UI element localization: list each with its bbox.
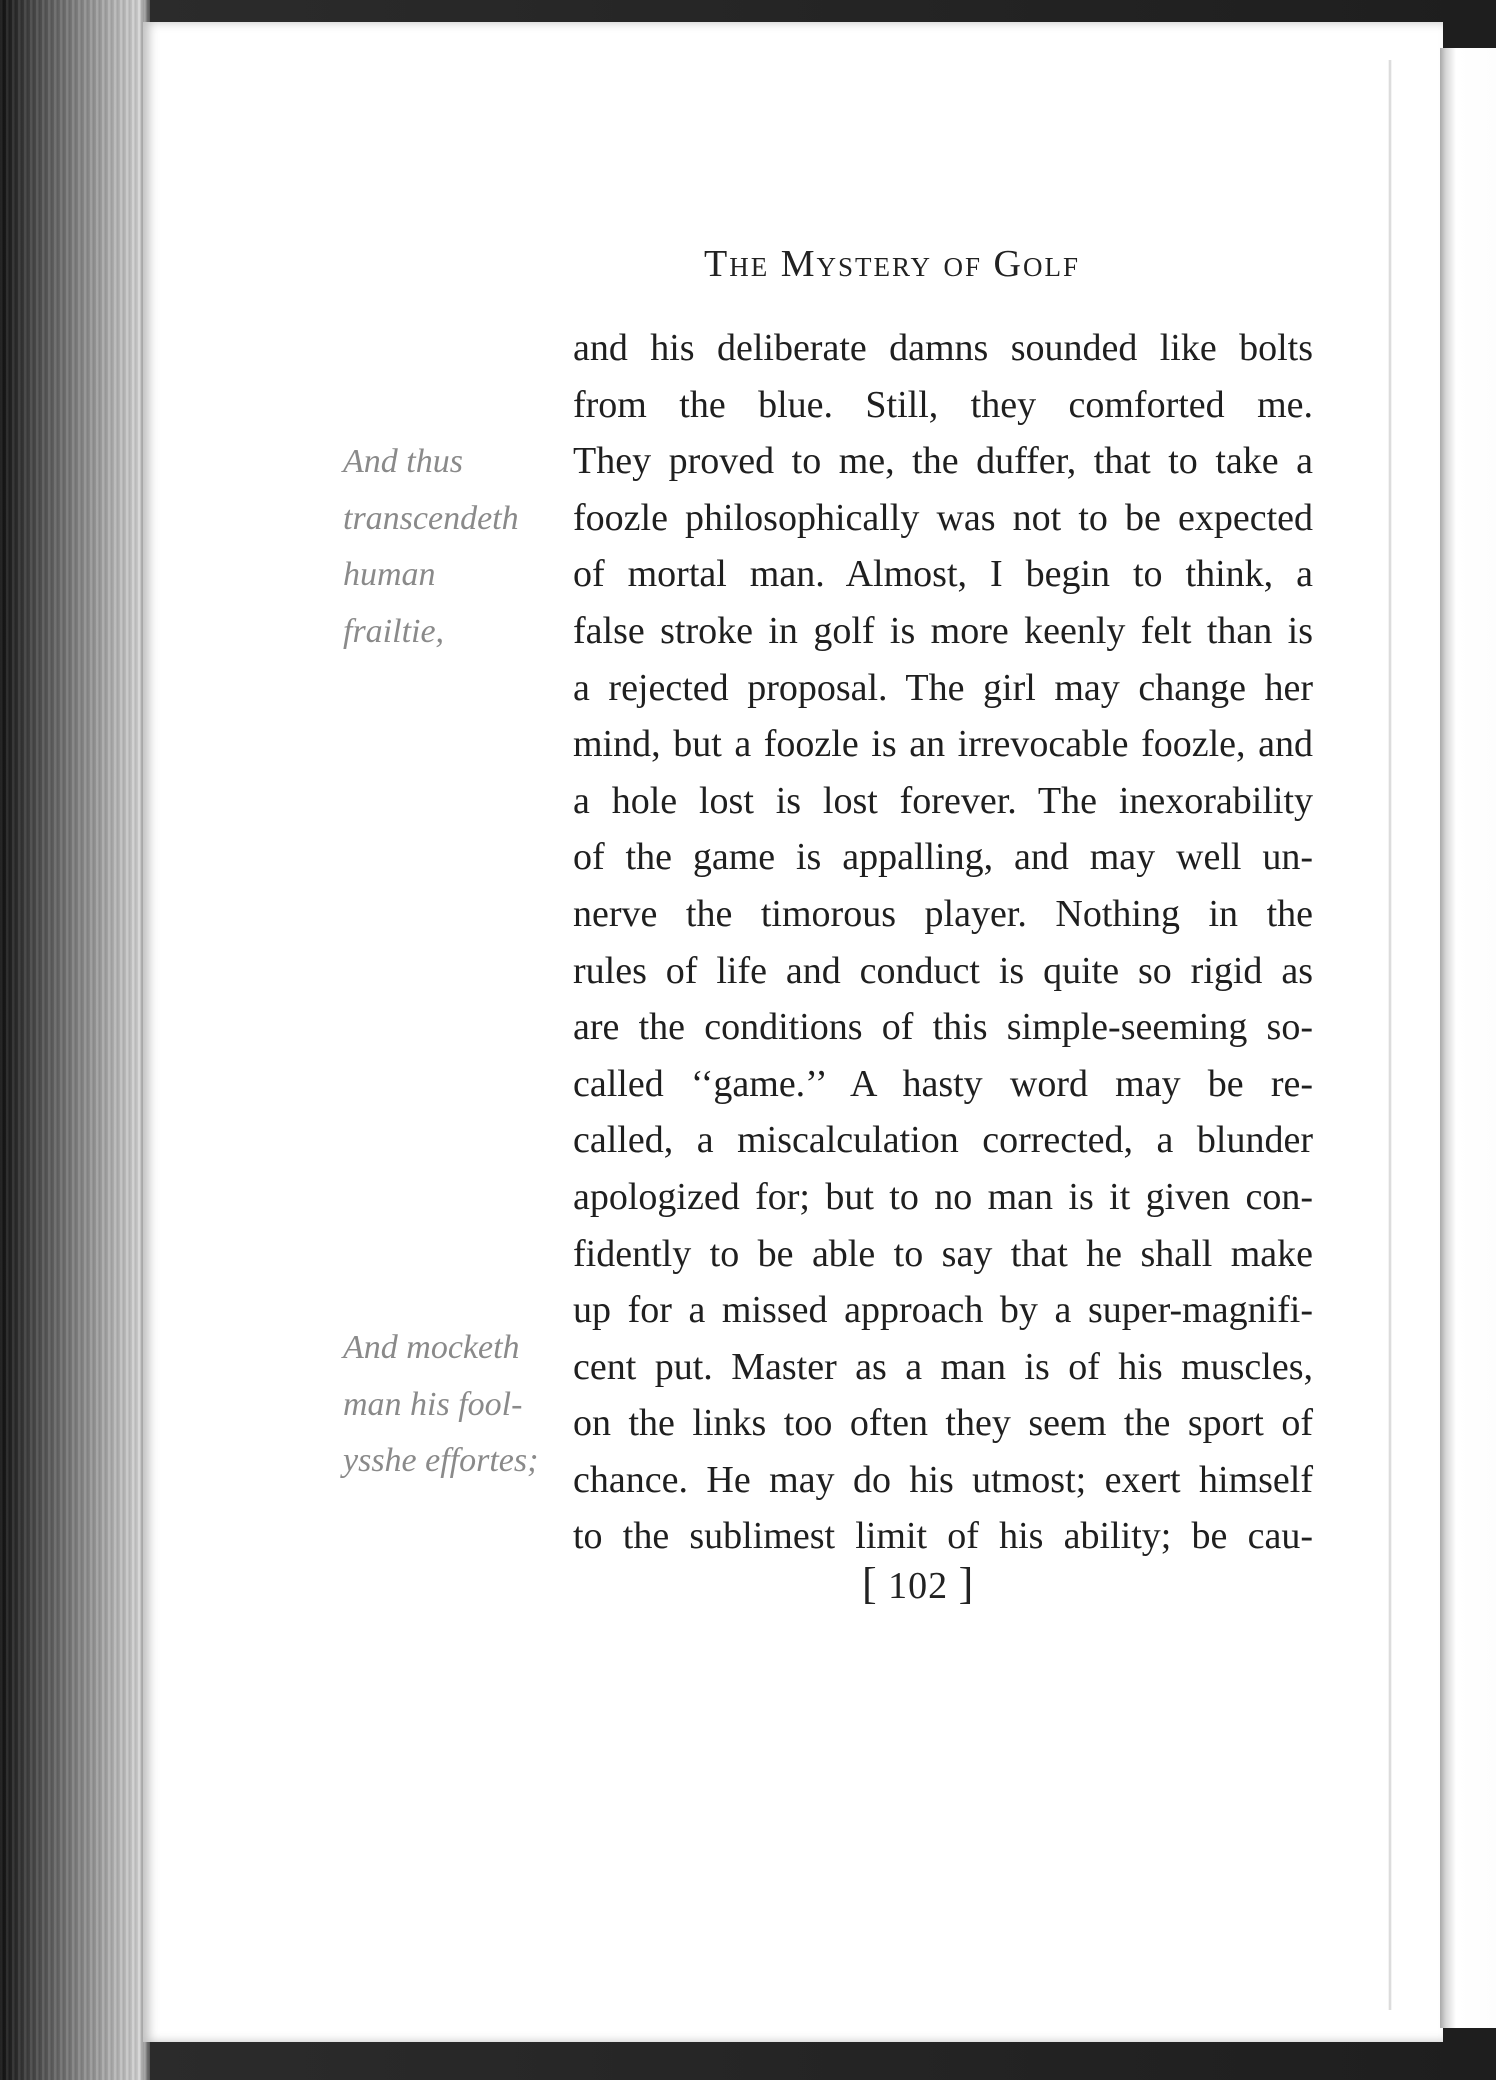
body-text (573, 320, 1313, 1565)
margin-note-1 (343, 434, 519, 660)
body-line: chance. He may do his utmost; exert himself (573, 1458, 1313, 1501)
body-line: fidently to be able to say that he shall make (573, 1232, 1313, 1275)
body-line: apologized for; but to no man is it given con- (573, 1175, 1313, 1218)
body-line: of the game is appalling, and may well un- (573, 836, 1313, 879)
body-line: foozle philosophically was not to be expected (573, 496, 1313, 539)
body-line: on the links too often they seem the sport of (573, 1402, 1313, 1445)
facing-page-edge (1440, 48, 1496, 2028)
margin-note-line: frailtie, (343, 612, 445, 650)
margin-note-line: And thus (343, 443, 463, 480)
body-line: to the sublimest limit of his ability; be cau- (573, 1515, 1313, 1558)
gutter-shadow (1388, 60, 1392, 2010)
folio-number: 102 (888, 1565, 949, 1607)
body-line: called, a miscalculation corrected, a blunder (573, 1119, 1313, 1162)
margin-note-line: And mocketh (343, 1329, 520, 1366)
body-line: called ‘‘game.’’ A hasty word may be re- (573, 1062, 1313, 1105)
body-line: a hole lost is lost forever. The inexorability (573, 779, 1313, 822)
body-line: cent put. Master as a man is of his muscles, (573, 1345, 1313, 1388)
margin-note-line: man his fool- (343, 1385, 523, 1423)
body-line: of mortal man. Almost, I begin to think, a (573, 553, 1313, 596)
body-line: up for a missed approach by a super-magnifi- (573, 1289, 1313, 1332)
body-line: from the blue. Still, they comforted me. (573, 383, 1313, 426)
body-line: mind, but a foozle is an irrevocable foozle, and (573, 723, 1313, 766)
margin-note-2 (343, 1320, 538, 1490)
folio-open-bracket: [ (862, 1559, 878, 1608)
margin-note-line: human (343, 556, 436, 594)
folio-close-bracket: ] (958, 1559, 975, 1608)
body-line: rules of life and conduct is quite so rigid as (573, 949, 1313, 992)
body-line: They proved to me, the duffer, that to take a (573, 440, 1313, 483)
page-number (862, 1558, 974, 1609)
margin-note-line: ysshe effortes; (343, 1442, 539, 1480)
running-head: The Mystery of Golf (704, 243, 1080, 285)
page-edges (0, 0, 150, 2080)
body-line: a rejected proposal. The girl may change her (573, 666, 1313, 709)
body-line: are the conditions of this simple-seeming so- (573, 1006, 1313, 1049)
margin-note-line: transcendeth (343, 499, 519, 537)
body-line: and his deliberate damns sounded like bolts (573, 327, 1313, 369)
body-line: nerve the timorous player. Nothing in the (573, 892, 1313, 935)
body-line: false stroke in golf is more keenly felt than is (573, 609, 1313, 652)
